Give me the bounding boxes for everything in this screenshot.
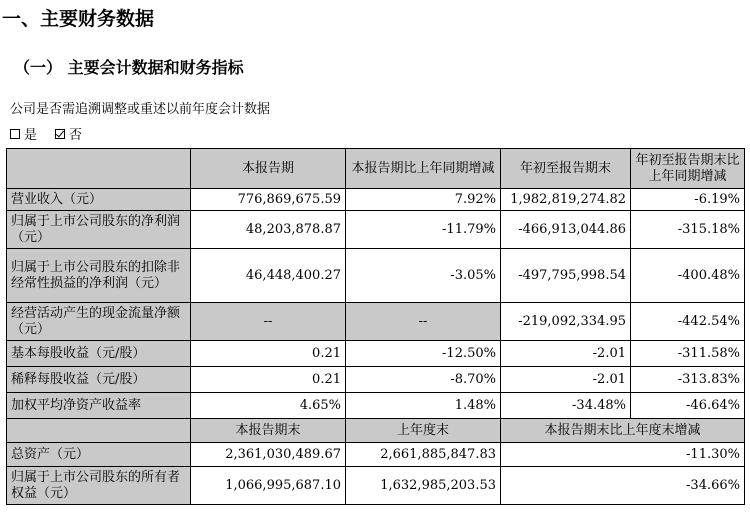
cell-value: 2,661,885,847.83 (346, 443, 501, 467)
table-row (7, 303, 745, 341)
cell-value: -466,913,044.86 (501, 211, 631, 249)
cell-value: -219,092,334.95 (501, 303, 631, 341)
row-label: 经营活动产生的现金流量净额（元） (7, 303, 191, 341)
row-label: 基本每股收益（元/股） (7, 341, 191, 367)
table-row (7, 393, 745, 419)
table-header-row (7, 149, 745, 189)
cell-value: -12.50% (346, 341, 501, 367)
subheader-period-end: 本报告期末 (191, 419, 346, 443)
subheader-prior-year-end: 上年度末 (346, 419, 501, 443)
cell-value: -313.83% (631, 367, 745, 393)
restatement-options (10, 124, 82, 143)
subheader-change: 本报告期末比上年度末增减 (501, 419, 745, 443)
cell-value: 2,361,030,489.67 (191, 443, 346, 467)
cell-value: 0.21 (191, 367, 346, 393)
cell-value: 7.92% (346, 189, 501, 211)
cell-value: -46.64% (631, 393, 745, 419)
checkbox-no[interactable] (55, 129, 65, 139)
restatement-question: 公司是否需追溯调整或重述以前年度会计数据 (10, 102, 271, 117)
cell-value: -6.19% (631, 189, 745, 211)
option-yes-label: 是 (24, 128, 38, 143)
cell-value: -8.70% (346, 367, 501, 393)
table-row (7, 367, 745, 393)
table-row (7, 443, 745, 467)
cell-value: -497,795,998.54 (501, 249, 631, 303)
cell-value: 1,632,985,203.53 (346, 467, 501, 505)
cell-value: -442.54% (631, 303, 745, 341)
cell-value: -2.01 (501, 367, 631, 393)
cell-value: -- (346, 303, 501, 341)
cell-value: -3.05% (346, 249, 501, 303)
table-subheader-row (7, 419, 745, 443)
table-row (7, 249, 745, 303)
cell-value: 48,203,878.87 (191, 211, 346, 249)
header-blank (7, 149, 191, 189)
header-ytd-change: 年初至报告期末比上年同期增减 (631, 149, 745, 189)
row-label: 稀释每股收益（元/股） (7, 367, 191, 393)
checkbox-yes[interactable] (10, 129, 20, 139)
cell-value: 1.48% (346, 393, 501, 419)
cell-value: 776,869,675.59 (191, 189, 346, 211)
cell-value: -311.58% (631, 341, 745, 367)
cell-value: -315.18% (631, 211, 745, 249)
row-label: 总资产（元） (7, 443, 191, 467)
subsection-heading: （一） 主要会计数据和财务指标 (14, 58, 244, 77)
cell-value: 46,448,400.27 (191, 249, 346, 303)
cell-value: 0.21 (191, 341, 346, 367)
cell-value: -11.79% (346, 211, 501, 249)
header-current-period: 本报告期 (191, 149, 346, 189)
cell-value: -34.66% (501, 467, 745, 505)
header-ytd: 年初至报告期末 (501, 149, 631, 189)
cell-value: -- (191, 303, 346, 341)
row-label: 归属于上市公司股东的所有者权益（元） (7, 467, 191, 505)
section-heading: 一、主要财务数据 (2, 8, 155, 30)
row-label: 营业收入（元） (7, 189, 191, 211)
cell-value: -34.48% (501, 393, 631, 419)
cell-value: -400.48% (631, 249, 745, 303)
table-row (7, 211, 745, 249)
table-row (7, 467, 745, 505)
table-row (7, 189, 745, 211)
subheader-blank (7, 419, 191, 443)
option-no-label: 否 (69, 128, 83, 143)
cell-value: 1,982,819,274.82 (501, 189, 631, 211)
row-label: 归属于上市公司股东的扣除非经常性损益的净利润（元） (7, 249, 191, 303)
row-label: 归属于上市公司股东的净利润（元） (7, 211, 191, 249)
cell-value: 4.65% (191, 393, 346, 419)
row-label: 加权平均净资产收益率 (7, 393, 191, 419)
table-row (7, 341, 745, 367)
cell-value: -2.01 (501, 341, 631, 367)
cell-value: -11.30% (501, 443, 745, 467)
header-current-change: 本报告期比上年同期增减 (346, 149, 501, 189)
cell-value: 1,066,995,687.10 (191, 467, 346, 505)
financial-data-table (6, 148, 745, 505)
